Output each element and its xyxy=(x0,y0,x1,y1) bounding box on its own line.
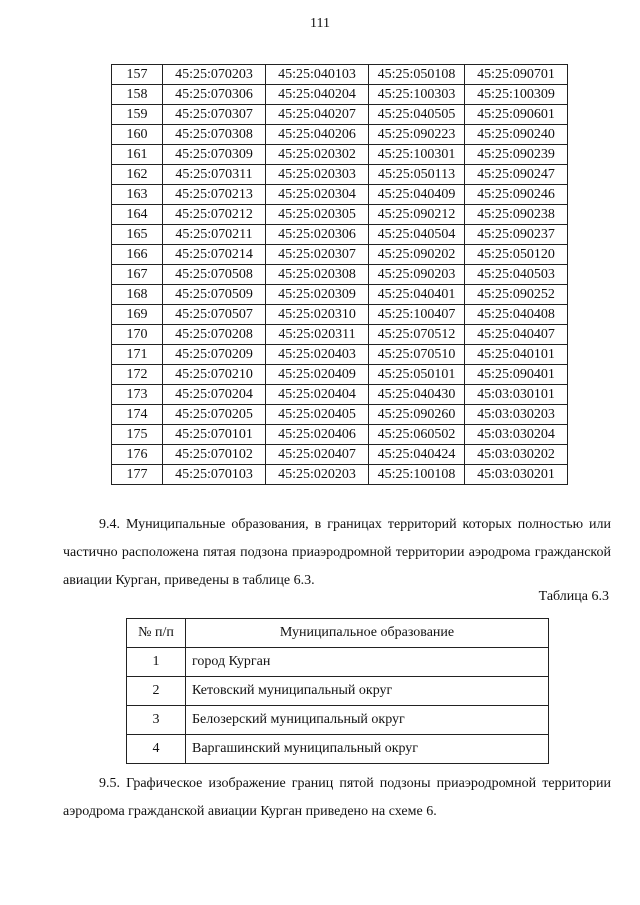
row-number-cell: 2 xyxy=(127,677,186,706)
cadastral-code-cell: 45:25:090223 xyxy=(369,125,465,145)
table-row xyxy=(112,305,568,325)
table-row xyxy=(112,405,568,425)
table-row xyxy=(112,245,568,265)
cadastral-code-cell: 45:25:070101 xyxy=(163,425,266,445)
cadastral-code-cell: 45:25:070309 xyxy=(163,145,266,165)
cadastral-code-cell: 45:25:040401 xyxy=(369,285,465,305)
cadastral-code-cell: 45:25:090601 xyxy=(465,105,568,125)
cadastral-code-cell: 45:25:020306 xyxy=(266,225,369,245)
paragraph-9-5 xyxy=(63,770,611,826)
cadastral-code-cell: 45:25:050113 xyxy=(369,165,465,185)
cadastral-code-cell: 45:25:020405 xyxy=(266,405,369,425)
cadastral-code-cell: 45:25:070508 xyxy=(163,265,266,285)
cadastral-code-cell: 45:25:070510 xyxy=(369,345,465,365)
cadastral-code-cell: 45:25:070512 xyxy=(369,325,465,345)
cadastral-code-cell: 45:25:070308 xyxy=(163,125,266,145)
table-row xyxy=(112,365,568,385)
cadastral-code-cell: 45:25:090240 xyxy=(465,125,568,145)
table-row xyxy=(112,205,568,225)
cadastral-code-cell: 45:25:050101 xyxy=(369,365,465,385)
cadastral-code-cell: 45:25:070203 xyxy=(163,65,266,85)
cadastral-code-cell: 45:25:040409 xyxy=(369,185,465,205)
cadastral-table xyxy=(111,64,568,485)
row-number-cell: 163 xyxy=(112,185,163,205)
cadastral-code-cell: 45:25:020407 xyxy=(266,445,369,465)
table-row xyxy=(112,285,568,305)
row-number-cell: 166 xyxy=(112,245,163,265)
table-row xyxy=(127,648,549,677)
cadastral-code-cell: 45:25:070213 xyxy=(163,185,266,205)
cadastral-code-cell: 45:25:020309 xyxy=(266,285,369,305)
row-number-cell: 171 xyxy=(112,345,163,365)
table-row xyxy=(112,165,568,185)
cadastral-code-cell: 45:25:070212 xyxy=(163,205,266,225)
cadastral-code-cell: 45:25:070307 xyxy=(163,105,266,125)
row-number-cell: 161 xyxy=(112,145,163,165)
cadastral-code-cell: 45:25:020308 xyxy=(266,265,369,285)
cadastral-code-cell: 45:25:070103 xyxy=(163,465,266,485)
cadastral-code-cell: 45:03:030203 xyxy=(465,405,568,425)
row-number-cell: 167 xyxy=(112,265,163,285)
cadastral-code-cell: 45:25:040103 xyxy=(266,65,369,85)
cadastral-code-cell: 45:25:040504 xyxy=(369,225,465,245)
row-number-cell: 164 xyxy=(112,205,163,225)
municipal-table-header xyxy=(127,619,549,648)
cadastral-code-cell: 45:25:100301 xyxy=(369,145,465,165)
cadastral-code-cell: 45:25:020406 xyxy=(266,425,369,445)
table-row xyxy=(127,677,549,706)
row-number-cell: 157 xyxy=(112,65,163,85)
page-number: 111 xyxy=(310,16,330,31)
cadastral-code-cell: 45:25:090260 xyxy=(369,405,465,425)
cadastral-code-cell: 45:25:040424 xyxy=(369,445,465,465)
row-number-cell: 158 xyxy=(112,85,163,105)
cadastral-code-cell: 45:25:020311 xyxy=(266,325,369,345)
table-row xyxy=(127,735,549,764)
row-number-cell: 168 xyxy=(112,285,163,305)
cadastral-code-cell: 45:25:090247 xyxy=(465,165,568,185)
cadastral-code-cell: 45:25:070214 xyxy=(163,245,266,265)
cadastral-code-cell: 45:25:100108 xyxy=(369,465,465,485)
municipal-table-body xyxy=(127,648,549,764)
cadastral-code-cell: 45:25:020409 xyxy=(266,365,369,385)
row-number-cell: 3 xyxy=(127,706,186,735)
cadastral-code-cell: 45:03:030101 xyxy=(465,385,568,405)
cadastral-code-cell: 45:25:100309 xyxy=(465,85,568,105)
row-number-cell: 172 xyxy=(112,365,163,385)
cadastral-code-cell: 45:25:020304 xyxy=(266,185,369,205)
paragraph-9-4-text: 9.4. Муниципальные образования, в границах территорий которых полностью или частично расположена пятая подзона приаэродромной территории аэродрома гражданской авиации Курган, приведены в таблице 6.3. xyxy=(63,517,611,588)
cadastral-code-cell: 45:25:040204 xyxy=(266,85,369,105)
cadastral-code-cell: 45:25:070209 xyxy=(163,345,266,365)
cadastral-code-cell: 45:25:090701 xyxy=(465,65,568,85)
cadastral-code-cell: 45:25:070211 xyxy=(163,225,266,245)
cadastral-code-cell: 45:25:040430 xyxy=(369,385,465,405)
cadastral-code-cell: 45:25:040503 xyxy=(465,265,568,285)
row-number-cell: 162 xyxy=(112,165,163,185)
cadastral-code-cell: 45:25:070205 xyxy=(163,405,266,425)
cadastral-code-cell: 45:25:070507 xyxy=(163,305,266,325)
row-number-cell: 4 xyxy=(127,735,186,764)
cadastral-code-cell: 45:25:070306 xyxy=(163,85,266,105)
cadastral-code-cell: 45:25:020403 xyxy=(266,345,369,365)
cadastral-code-cell: 45:03:030201 xyxy=(465,465,568,485)
table-row xyxy=(127,706,549,735)
municipality-name-cell: город Курган xyxy=(186,648,549,677)
table-row xyxy=(112,325,568,345)
table-row xyxy=(112,145,568,165)
cadastral-code-cell: 45:25:070208 xyxy=(163,325,266,345)
paragraph-9-4 xyxy=(63,511,611,595)
cadastral-code-cell: 45:25:070204 xyxy=(163,385,266,405)
table-row xyxy=(112,345,568,365)
row-number-cell: 170 xyxy=(112,325,163,345)
cadastral-code-cell: 45:25:090202 xyxy=(369,245,465,265)
cadastral-code-cell: 45:25:020404 xyxy=(266,385,369,405)
table-row xyxy=(112,265,568,285)
cadastral-code-cell: 45:25:090246 xyxy=(465,185,568,205)
cadastral-code-cell: 45:25:090252 xyxy=(465,285,568,305)
row-number-cell: 175 xyxy=(112,425,163,445)
cadastral-code-cell: 45:25:040505 xyxy=(369,105,465,125)
header-number: № п/п xyxy=(127,619,186,648)
municipality-name-cell: Кетовский муниципальный округ xyxy=(186,677,549,706)
cadastral-code-cell: 45:25:020302 xyxy=(266,145,369,165)
table-row xyxy=(112,125,568,145)
municipal-table xyxy=(126,618,549,764)
table-row xyxy=(112,445,568,465)
cadastral-code-cell: 45:25:020310 xyxy=(266,305,369,325)
row-number-cell: 177 xyxy=(112,465,163,485)
table-row xyxy=(112,65,568,85)
table-row xyxy=(112,425,568,445)
row-number-cell: 159 xyxy=(112,105,163,125)
row-number-cell: 1 xyxy=(127,648,186,677)
table-row xyxy=(112,85,568,105)
row-number-cell: 160 xyxy=(112,125,163,145)
cadastral-code-cell: 45:03:030202 xyxy=(465,445,568,465)
cadastral-code-cell: 45:25:090203 xyxy=(369,265,465,285)
cadastral-code-cell: 45:25:040408 xyxy=(465,305,568,325)
row-number-cell: 174 xyxy=(112,405,163,425)
cadastral-code-cell: 45:25:020303 xyxy=(266,165,369,185)
table-row xyxy=(112,105,568,125)
cadastral-code-cell: 45:25:040407 xyxy=(465,325,568,345)
cadastral-table-body xyxy=(112,65,568,485)
cadastral-code-cell: 45:25:050108 xyxy=(369,65,465,85)
table-row xyxy=(112,185,568,205)
cadastral-code-cell: 45:25:040206 xyxy=(266,125,369,145)
cadastral-code-cell: 45:25:090212 xyxy=(369,205,465,225)
table-row xyxy=(112,385,568,405)
paragraph-9-5-text: 9.5. Графическое изображение границ пятой подзоны приаэродромной территории аэродрома гражданской авиации Курган приведено на схеме 6. xyxy=(63,776,611,819)
cadastral-code-cell: 45:25:070210 xyxy=(163,365,266,385)
cadastral-code-cell: 45:25:070509 xyxy=(163,285,266,305)
cadastral-code-cell: 45:25:020203 xyxy=(266,465,369,485)
cadastral-code-cell: 45:25:090238 xyxy=(465,205,568,225)
cadastral-code-cell: 45:25:050120 xyxy=(465,245,568,265)
cadastral-code-cell: 45:25:100407 xyxy=(369,305,465,325)
cadastral-code-cell: 45:25:020305 xyxy=(266,205,369,225)
cadastral-code-cell: 45:03:030204 xyxy=(465,425,568,445)
cadastral-code-cell: 45:25:040101 xyxy=(465,345,568,365)
table-caption: Таблица 6.3 xyxy=(538,589,609,604)
table-row xyxy=(112,225,568,245)
cadastral-code-cell: 45:25:090401 xyxy=(465,365,568,385)
cadastral-code-cell: 45:25:090239 xyxy=(465,145,568,165)
cadastral-code-cell: 45:25:060502 xyxy=(369,425,465,445)
row-number-cell: 165 xyxy=(112,225,163,245)
cadastral-code-cell: 45:25:070311 xyxy=(163,165,266,185)
cadastral-code-cell: 45:25:100303 xyxy=(369,85,465,105)
table-row xyxy=(112,465,568,485)
row-number-cell: 169 xyxy=(112,305,163,325)
row-number-cell: 176 xyxy=(112,445,163,465)
cadastral-code-cell: 45:25:040207 xyxy=(266,105,369,125)
row-number-cell: 173 xyxy=(112,385,163,405)
cadastral-code-cell: 45:25:090237 xyxy=(465,225,568,245)
cadastral-code-cell: 45:25:020307 xyxy=(266,245,369,265)
header-municipality: Муниципальное образование xyxy=(186,619,549,648)
municipality-name-cell: Белозерский муниципальный округ xyxy=(186,706,549,735)
municipality-name-cell: Варгашинский муниципальный округ xyxy=(186,735,549,764)
cadastral-code-cell: 45:25:070102 xyxy=(163,445,266,465)
